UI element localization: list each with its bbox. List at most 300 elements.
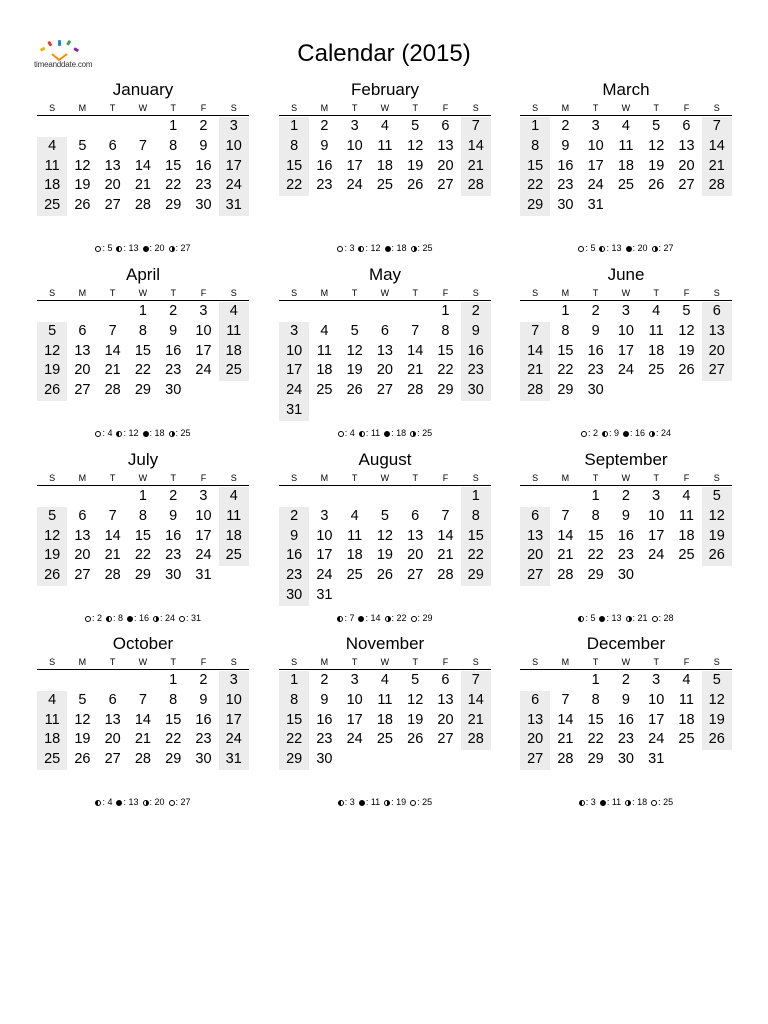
day-cell: 23 xyxy=(195,731,212,748)
empty-day-cell xyxy=(340,487,370,507)
moon-phase-day: : 14 xyxy=(365,613,381,623)
day-cell: 25 xyxy=(376,177,393,194)
day-cell: 8 xyxy=(520,137,550,157)
moon-phase-item xyxy=(116,428,138,438)
day-cell: 18 xyxy=(316,362,333,379)
day-cell: 2 xyxy=(199,118,208,134)
day-cell: 6 xyxy=(520,691,550,711)
moon-phase-day: : 11 xyxy=(365,797,381,807)
weekday-label: S xyxy=(49,473,56,483)
day-cell: 7 xyxy=(520,322,550,342)
day-cell: 2 xyxy=(461,302,491,322)
weekday-label: T xyxy=(351,657,358,667)
day-cell: 21 xyxy=(134,731,151,748)
day-cell: 28 xyxy=(461,176,491,196)
first-quarter-icon xyxy=(652,246,658,252)
day-cell: 9 xyxy=(591,322,600,339)
day-cell: 11 xyxy=(219,507,249,527)
day-cell: 17 xyxy=(648,527,665,544)
day-cell: 25 xyxy=(617,177,634,194)
full-moon-icon xyxy=(85,616,91,622)
day-cell: 10 xyxy=(346,691,363,708)
weekday-label: T xyxy=(653,103,659,113)
weekday-header xyxy=(279,472,491,486)
day-cell: 29 xyxy=(587,751,604,768)
new-moon-icon xyxy=(127,616,133,622)
week-row xyxy=(279,342,491,362)
third-quarter-icon xyxy=(599,246,605,252)
day-cell: 24 xyxy=(617,362,634,379)
day-cell: 15 xyxy=(165,711,182,728)
weekday-label: F xyxy=(200,288,207,298)
day-cell: 17 xyxy=(316,547,333,564)
full-moon-icon xyxy=(179,616,185,622)
moon-phase-item xyxy=(143,428,165,438)
day-cell: 29 xyxy=(279,750,309,770)
month-name: June xyxy=(607,265,645,284)
weekday-label: S xyxy=(472,473,479,483)
day-cell: 4 xyxy=(37,137,67,157)
day-cell: 16 xyxy=(461,342,491,362)
weekday-header xyxy=(520,102,732,116)
day-cell: 7 xyxy=(108,322,117,339)
day-cell: 19 xyxy=(376,547,393,564)
week-row xyxy=(37,361,249,381)
month-name: April xyxy=(125,265,160,284)
month-april xyxy=(37,265,249,438)
month-february xyxy=(279,80,491,253)
day-cell: 2 xyxy=(320,672,329,688)
month-october xyxy=(37,634,249,807)
third-quarter-icon xyxy=(359,431,365,437)
month-may xyxy=(279,265,491,438)
day-cell: 15 xyxy=(165,157,182,174)
day-cell: 19 xyxy=(702,527,732,547)
weekday-label: M xyxy=(78,657,87,667)
week-row xyxy=(279,546,491,566)
weekday-label: T xyxy=(653,473,659,483)
weekday-label: T xyxy=(592,473,599,483)
new-moon-icon xyxy=(626,246,632,252)
day-cell: 6 xyxy=(411,507,420,524)
weekday-label: M xyxy=(561,103,570,113)
moon-phase-item xyxy=(599,243,621,253)
moon-phase-day: : 5 xyxy=(585,243,596,253)
weekday-label: S xyxy=(532,473,539,483)
day-cell: 22 xyxy=(279,730,309,750)
weekday-label: S xyxy=(291,288,298,298)
weekday-label: S xyxy=(532,657,539,667)
empty-day-cell xyxy=(219,566,249,586)
moon-phase-day: : 28 xyxy=(658,613,674,623)
day-cell: 13 xyxy=(104,711,121,728)
day-cell: 13 xyxy=(74,342,91,359)
moon-phase-day: : 25 xyxy=(417,797,433,807)
day-cell: 3 xyxy=(199,488,208,504)
first-quarter-icon xyxy=(384,800,390,806)
day-cell: 10 xyxy=(648,507,665,524)
day-cell: 13 xyxy=(520,527,550,547)
day-cell: 4 xyxy=(37,691,67,711)
week-row xyxy=(520,302,732,322)
week-row xyxy=(520,322,732,342)
day-cell: 12 xyxy=(376,527,393,544)
day-cell: 19 xyxy=(37,361,67,381)
empty-day-cell xyxy=(309,401,339,421)
moon-phase-item xyxy=(359,797,380,807)
day-cell: 29 xyxy=(165,751,182,768)
day-cell: 25 xyxy=(678,731,695,748)
week-row xyxy=(279,487,491,507)
week-row xyxy=(520,487,732,507)
day-cell: 17 xyxy=(195,527,212,544)
day-cell: 20 xyxy=(702,342,732,362)
day-cell: 12 xyxy=(702,507,732,527)
day-cell: 22 xyxy=(134,362,151,379)
week-row xyxy=(520,157,732,177)
week-row xyxy=(279,711,491,731)
page-title: Calendar (2015) xyxy=(297,40,471,67)
day-cell: 5 xyxy=(702,671,732,691)
empty-day-cell xyxy=(430,401,460,421)
day-cell: 21 xyxy=(134,177,151,194)
moon-phase-item xyxy=(95,243,112,253)
week-row xyxy=(520,546,732,566)
weekday-label: W xyxy=(138,103,148,113)
day-cell: 4 xyxy=(652,303,661,319)
day-cell: 30 xyxy=(165,382,182,399)
weekday-header xyxy=(37,656,249,670)
day-grid xyxy=(279,487,491,606)
day-cell: 18 xyxy=(219,527,249,547)
day-cell: 27 xyxy=(104,197,121,214)
day-cell: 24 xyxy=(648,547,665,564)
moon-phase-day: : 18 xyxy=(632,797,648,807)
day-cell: 21 xyxy=(437,547,454,564)
month-november xyxy=(279,634,491,807)
day-cell: 14 xyxy=(461,137,491,157)
day-cell: 7 xyxy=(561,691,570,708)
day-cell: 18 xyxy=(37,176,67,196)
moon-phase-day: : 25 xyxy=(658,797,674,807)
day-cell: 9 xyxy=(461,322,491,342)
day-cell: 3 xyxy=(219,117,249,137)
day-cell: 3 xyxy=(199,303,208,319)
empty-day-cell xyxy=(309,487,339,507)
day-grid xyxy=(37,117,249,216)
day-cell: 21 xyxy=(407,362,424,379)
empty-day-cell xyxy=(37,117,67,137)
weekday-label: M xyxy=(561,288,570,298)
week-row xyxy=(37,322,249,342)
first-quarter-icon xyxy=(153,616,159,622)
week-row xyxy=(37,196,249,216)
day-cell: 7 xyxy=(461,671,491,691)
weekday-label: T xyxy=(351,103,358,113)
week-row xyxy=(37,750,249,770)
day-cell: 1 xyxy=(561,303,570,319)
moon-phase-day: : 5 xyxy=(585,613,596,623)
moon-phase-item xyxy=(337,613,354,623)
week-row xyxy=(279,566,491,586)
new-moon-icon xyxy=(143,246,149,252)
day-cell: 15 xyxy=(557,342,574,359)
day-cell: 1 xyxy=(591,672,600,688)
weekday-label: M xyxy=(320,288,329,298)
day-cell: 23 xyxy=(461,361,491,381)
day-cell: 18 xyxy=(617,157,634,174)
day-cell: 24 xyxy=(346,731,363,748)
moon-phase-item xyxy=(600,797,621,807)
week-row xyxy=(279,157,491,177)
day-cell: 6 xyxy=(441,118,450,134)
weekday-header xyxy=(37,287,249,301)
day-cell: 5 xyxy=(37,322,67,342)
day-cell: 21 xyxy=(702,157,732,177)
month-september xyxy=(520,450,732,623)
day-cell: 16 xyxy=(279,546,309,566)
week-row xyxy=(37,711,249,731)
day-cell: 16 xyxy=(316,157,333,174)
day-cell: 15 xyxy=(461,527,491,547)
weekday-label: M xyxy=(561,473,570,483)
moon-phase-day: : 31 xyxy=(186,613,202,623)
day-cell: 8 xyxy=(138,322,147,339)
day-cell: 1 xyxy=(138,303,147,319)
day-cell: 16 xyxy=(316,711,333,728)
day-cell: 5 xyxy=(78,137,87,154)
empty-day-cell xyxy=(461,401,491,421)
third-quarter-icon xyxy=(578,616,584,622)
moon-phase-day: : 3 xyxy=(344,797,355,807)
week-row xyxy=(279,750,491,770)
day-cell: 30 xyxy=(587,382,604,399)
day-cell: 4 xyxy=(682,672,691,688)
moon-phase-item xyxy=(602,428,619,438)
day-cell: 22 xyxy=(461,546,491,566)
empty-day-cell xyxy=(279,487,309,507)
day-cell: 23 xyxy=(195,177,212,194)
moon-phase-day: : 18 xyxy=(391,243,407,253)
week-row xyxy=(279,586,491,606)
day-cell: 11 xyxy=(377,137,393,154)
moon-phase-item xyxy=(625,797,647,807)
month-name: May xyxy=(368,265,402,284)
day-cell: 12 xyxy=(74,157,91,174)
moon-phase-day: : 13 xyxy=(606,613,622,623)
day-cell: 22 xyxy=(587,731,604,748)
day-grid xyxy=(37,671,249,770)
first-quarter-icon xyxy=(143,800,149,806)
moon-phase-day: : 12 xyxy=(365,243,381,253)
week-row xyxy=(520,671,732,691)
day-cell: 27 xyxy=(74,567,91,584)
day-cell: 6 xyxy=(78,322,87,339)
moon-phase-item xyxy=(652,243,674,253)
day-cell: 28 xyxy=(437,567,454,584)
moon-phase-day: : 24 xyxy=(656,428,672,438)
weekday-label: T xyxy=(412,473,418,483)
moon-phase-item xyxy=(578,613,595,623)
day-cell: 20 xyxy=(678,157,695,174)
day-cell: 11 xyxy=(37,711,67,731)
day-cell: 7 xyxy=(702,117,732,137)
day-cell: 28 xyxy=(407,382,424,399)
day-cell: 1 xyxy=(138,488,147,504)
day-cell: 7 xyxy=(441,507,450,524)
day-cell: 15 xyxy=(520,157,550,177)
moon-phase-day: : 4 xyxy=(102,428,113,438)
day-cell: 5 xyxy=(78,691,87,708)
day-cell: 7 xyxy=(561,507,570,524)
day-cell: 11 xyxy=(648,322,664,339)
day-cell: 14 xyxy=(134,711,151,728)
moon-phase-item xyxy=(385,613,407,623)
day-cell: 22 xyxy=(165,177,182,194)
empty-day-cell xyxy=(702,750,732,770)
new-moon-icon xyxy=(384,431,390,437)
day-cell: 20 xyxy=(407,547,424,564)
day-cell: 12 xyxy=(37,342,67,362)
empty-day-cell xyxy=(641,566,671,586)
empty-day-cell xyxy=(430,750,460,770)
moon-phase-item xyxy=(116,243,138,253)
day-cell: 13 xyxy=(376,342,393,359)
empty-day-cell xyxy=(430,487,460,507)
day-cell: 26 xyxy=(37,381,67,401)
moon-phase-day: : 3 xyxy=(585,797,596,807)
moon-phase-day: : 9 xyxy=(608,428,619,438)
day-cell: 11 xyxy=(316,342,332,359)
month-march xyxy=(520,80,732,253)
day-cell: 6 xyxy=(108,137,117,154)
weekday-label: M xyxy=(561,657,570,667)
week-row xyxy=(520,691,732,711)
day-cell: 30 xyxy=(461,381,491,401)
weekday-label: F xyxy=(200,657,207,667)
day-cell: 1 xyxy=(169,118,178,134)
day-cell: 13 xyxy=(407,527,424,544)
new-moon-icon xyxy=(358,616,364,622)
day-cell: 26 xyxy=(702,546,732,566)
day-cell: 18 xyxy=(219,342,249,362)
moon-phase-day: : 20 xyxy=(149,243,165,253)
empty-day-cell xyxy=(98,671,128,691)
day-cell: 27 xyxy=(520,566,550,586)
day-grid xyxy=(520,487,732,586)
third-quarter-icon xyxy=(116,246,122,252)
weekday-header xyxy=(37,472,249,486)
weekday-label: S xyxy=(713,657,720,667)
weekday-label: W xyxy=(380,473,390,483)
day-cell: 1 xyxy=(520,117,550,137)
day-cell: 16 xyxy=(557,157,574,174)
weekday-label: W xyxy=(621,657,631,667)
day-cell: 26 xyxy=(37,566,67,586)
moon-phase-item xyxy=(384,428,406,438)
moon-phase-day: : 7 xyxy=(344,613,355,623)
day-cell: 28 xyxy=(461,730,491,750)
day-cell: 7 xyxy=(138,137,147,154)
empty-day-cell xyxy=(370,487,400,507)
day-cell: 2 xyxy=(621,488,630,504)
weekday-label: S xyxy=(230,103,237,113)
day-cell: 11 xyxy=(377,691,393,708)
week-row xyxy=(279,361,491,381)
weekday-label: T xyxy=(170,103,176,113)
weekday-label: S xyxy=(532,103,539,113)
day-cell: 4 xyxy=(219,302,249,322)
day-cell: 23 xyxy=(316,177,333,194)
full-moon-icon xyxy=(578,246,584,252)
moon-phase-item xyxy=(359,428,380,438)
first-quarter-icon xyxy=(626,616,632,622)
day-cell: 26 xyxy=(74,751,91,768)
empty-day-cell xyxy=(520,671,550,691)
moon-phases xyxy=(37,613,249,623)
day-cell: 23 xyxy=(617,731,634,748)
moon-phase-day: : 13 xyxy=(606,243,622,253)
weekday-label: W xyxy=(621,288,631,298)
week-row xyxy=(37,342,249,362)
empty-day-cell xyxy=(400,586,430,606)
day-cell: 14 xyxy=(702,137,732,157)
empty-day-cell xyxy=(370,401,400,421)
day-cell: 6 xyxy=(78,507,87,524)
full-moon-icon xyxy=(337,246,343,252)
day-cell: 26 xyxy=(678,362,695,379)
weekday-label: M xyxy=(320,473,329,483)
day-cell: 25 xyxy=(219,361,249,381)
day-cell: 30 xyxy=(195,197,212,214)
day-cell: 30 xyxy=(279,586,309,606)
day-cell: 17 xyxy=(219,157,249,177)
weekday-label: T xyxy=(412,288,418,298)
empty-day-cell xyxy=(400,401,430,421)
moon-phase-item xyxy=(338,428,355,438)
weekday-label: S xyxy=(713,288,720,298)
weekday-header xyxy=(520,472,732,486)
new-moon-icon xyxy=(385,246,391,252)
empty-day-cell xyxy=(340,586,370,606)
day-cell: 24 xyxy=(219,176,249,196)
day-cell: 5 xyxy=(411,672,420,688)
day-cell: 26 xyxy=(407,731,424,748)
weekday-label: T xyxy=(170,473,176,483)
day-cell: 26 xyxy=(407,177,424,194)
moon-phase-item xyxy=(169,428,191,438)
weekday-header xyxy=(279,287,491,301)
day-cell: 17 xyxy=(219,711,249,731)
month-name: November xyxy=(345,634,425,653)
moon-phase-item xyxy=(169,797,191,807)
weekday-label: T xyxy=(412,103,418,113)
day-cell: 23 xyxy=(165,547,182,564)
day-cell: 5 xyxy=(37,507,67,527)
moon-phase-day: : 27 xyxy=(658,243,674,253)
month-december xyxy=(520,634,732,807)
moon-phases xyxy=(520,243,732,253)
day-cell: 13 xyxy=(702,322,732,342)
day-grid xyxy=(520,671,732,770)
moon-phase-day: : 20 xyxy=(149,797,165,807)
day-cell: 1 xyxy=(279,117,309,137)
empty-day-cell xyxy=(370,750,400,770)
moon-phases xyxy=(279,243,491,253)
empty-day-cell xyxy=(611,381,641,401)
weekday-header xyxy=(279,102,491,116)
moon-phase-item xyxy=(143,797,165,807)
